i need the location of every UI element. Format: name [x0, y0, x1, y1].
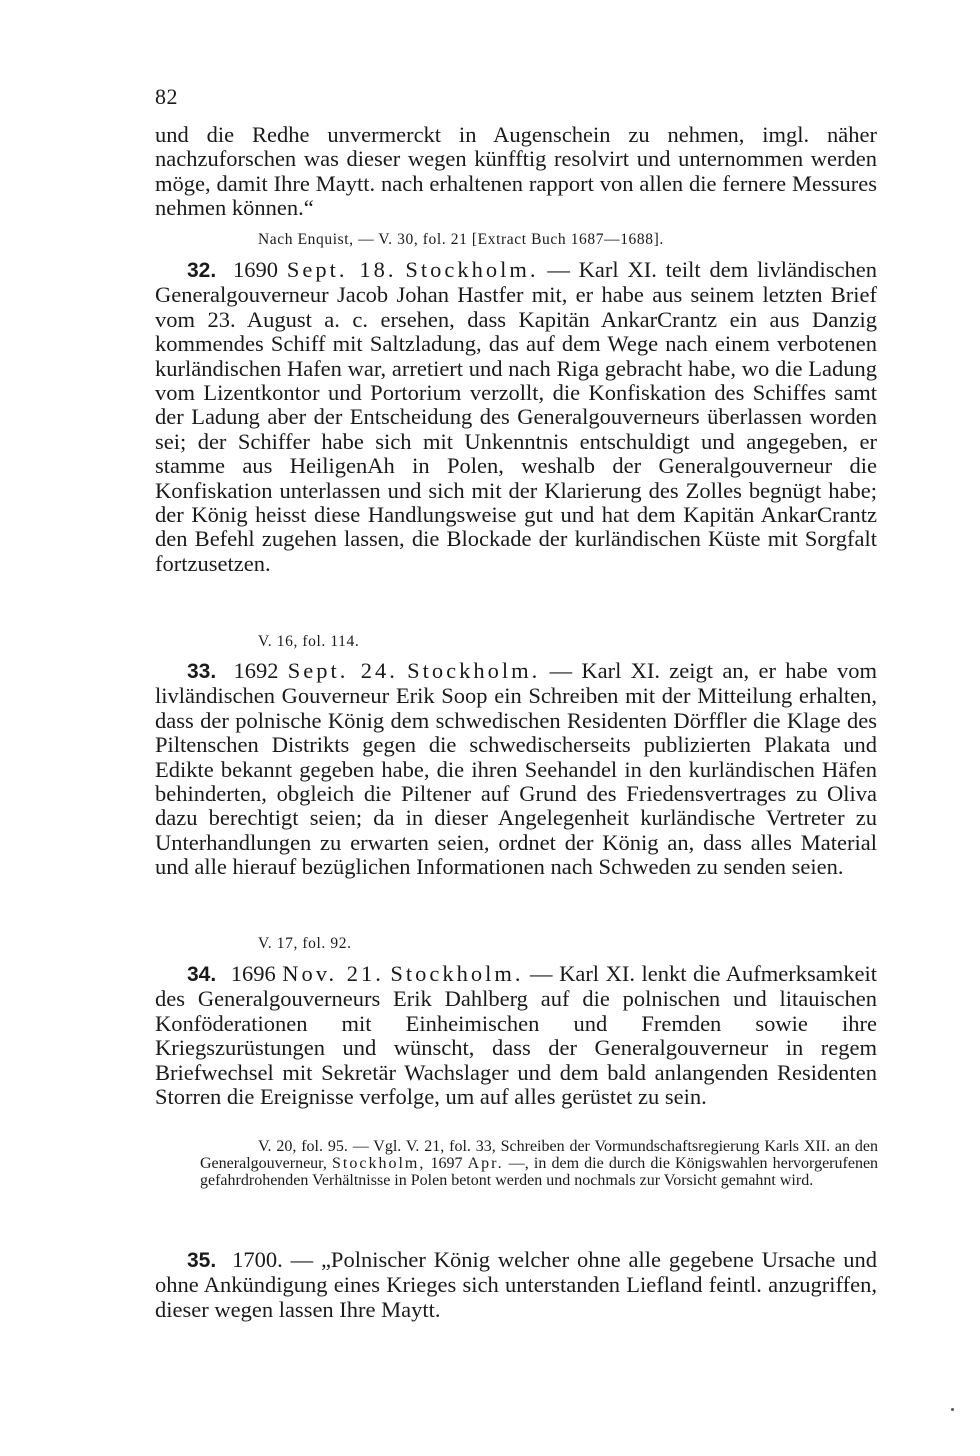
entry-date: Sept. 18.: [286, 257, 397, 282]
entry-year: 1692: [233, 658, 279, 683]
entry-33-source: V. 17, fol. 92.: [258, 935, 352, 952]
continuation-text: und die Redhe unvermerckt in Augenschein zu nehmen, imgl. näher nachzuforschen was dieser wegen künfftig resolvirt und unternommen werden möge, damit Ihre Maytt. nach erhaltenen rapport von allen die fernere Messures nehmen können.“: [155, 122, 877, 221]
entry-place: Stockholm.: [407, 658, 541, 683]
entry-32-source: V. 16, fol. 114.: [258, 633, 360, 650]
continuation-source: Nach Enquist, — V. 30, fol. 21 [Extract Buch 1687—1688].: [258, 231, 664, 248]
entry-34: [155, 962, 877, 1109]
note-place: Stockholm,: [332, 1155, 426, 1173]
entry-place: Stockholm.: [390, 961, 524, 986]
entry-35: [155, 1248, 877, 1322]
continuation-paragraph: [155, 123, 877, 221]
scan-speck: [951, 1408, 954, 1411]
entry-year: 1700.: [232, 1247, 283, 1272]
entry-text: — Karl XI. teilt dem livländischen Generalgouverneur Jacob Johan Hastfer mit, er habe aus seinem letzten Brief vom 23. August a. c. ersehen, dass Kapitän AnkarCrantz ein aus Danzig kommendes Schiff mit Saltzladung, das auf dem Wege nach einem verbotenen kurländischen Hafen war, arretiert und nach Riga gebracht habe, wo die Ladung vom Lizentkontor und Portorium verzollt, die Konfiskation des Schiffes samt der Ladung aber der Entscheidung des Generalgouverneurs überlassen worden sei; der Schiffer habe sich mit Unkenntnis entschuldigt und angegeben, er stamme aus HeiligenAh in Polen, weshalb der Generalgouverneur die Konfiskation unterlassen und sich mit der Klarierung des Zolles begnügt habe; der König heisst diese Handlungsweise gut und hat dem Kapitän AnkarCrantz den Befehl zugehen lassen, die Blockade der kurländischen Küste mit Sorgfalt fortzusetzen.: [155, 257, 878, 576]
note-suffix: —, in dem die durch die Königswahlen hervorgerufenen gefahrdrohenden Verhältnisse in Polen betont werden und nochmals zur Vorsicht gemahnt wird.: [200, 1155, 879, 1190]
entry-number: 35.: [187, 1249, 217, 1272]
entry-text: — Karl XI. zeigt an, er habe vom livländischen Gouverneur Erik Soop ein Schreiben mit der Mitteilung erhalten, dass der polnische König dem schwedischen Residenten Dörffler die Klage des Piltenschen Distrikts gegen die schwedischerseits publizierten Plakata und Edikte bekannt gegeben habe, die ihren Seehandel in den kurländischen Häfen behinderten, obgleich die Piltener auf Grund des Friedensvertrages zu Oliva dazu berechtigt seien; da in dieser Angelegenheit kurländische Vertreter zu Unterhandlungen zu erwarten seien, ordnet der König an, dass alles Material und alle hierauf bezüglichen Informationen nach Schweden zu senden seien.: [155, 658, 878, 880]
entry-33: [155, 659, 877, 880]
entry-year: 1696: [230, 961, 276, 986]
note-year: 1697: [430, 1155, 463, 1173]
note-month: Apr.: [467, 1155, 504, 1173]
page-number: 82: [155, 84, 178, 109]
note-prefix: V. 20, fol. 95. — Vgl. V. 21, fol. 33, Schreiben der Vormundschaftsregierung Karls XII. an den Generalgouverneur,: [200, 1138, 878, 1173]
entry-place: Stockholm.: [405, 257, 539, 282]
entry-text: — Karl XI. lenkt die Aufmerksamkeit des Generalgouverneurs Erik Dahlberg auf die polnischen und litauischen Konföderationen mit Einheimischen und Fremden sowie ihre Kriegszurüstungen und wünscht, dass der Generalgouverneur in regem Briefwechsel mit Sekretär Wachslager und dem bald anlangenden Residenten Storren die Ereignisse verfolge, um auf alles gerüstet zu sein.: [155, 961, 877, 1110]
entry-number: 33.: [187, 660, 217, 683]
entry-date: Sept. 24.: [287, 658, 398, 683]
entry-34-note: [200, 1138, 878, 1190]
entry-date: Nov. 21.: [282, 961, 384, 986]
entry-year: 1690: [233, 257, 279, 282]
entry-number: 32.: [187, 259, 217, 282]
entry-number: 34.: [187, 963, 217, 986]
entry-32: [155, 258, 877, 576]
entry-text: — „Polnischer König welcher ohne alle gegebene Ursache und ohne Ankündigung eines Krieges sich unterstanden Liefland feintl. anzugriffen, dieser wegen lassen Ihre Maytt.: [155, 1247, 878, 1322]
